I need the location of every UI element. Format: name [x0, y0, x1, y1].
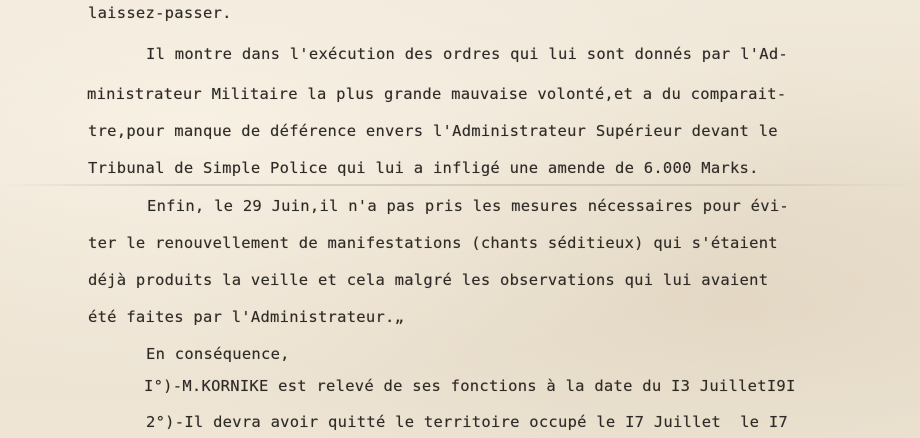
document-line-6: Enfin, le 29 Juin,il n'a pas pris les mesures nécessaires pour évi- — [147, 197, 789, 215]
document-line-10: En conséquence, — [146, 345, 290, 363]
document-line-12: 2°)-Il devra avoir quitté le territoire occupé le I7 Juillet le I7 — [146, 413, 788, 431]
document-line-4: tre,pour manque de déférence envers l'Administrateur Supérieur devant le — [88, 122, 778, 140]
document-line-11: I°)-M.KORNIKE est relevé de ses fonctions à la date du I3 JuilletI9I — [144, 377, 796, 395]
paper-fold-crease — [0, 184, 920, 186]
document-line-7: ter le renouvellement de manifestations (chants séditieux) qui s'étaient — [88, 234, 778, 252]
document-line-1: laissez-passer. — [88, 4, 232, 22]
document-line-8: déjà produits la veille et cela malgré les observations qui lui avaient — [88, 271, 769, 289]
document-line-2: Il montre dans l'exécution des ordres qui lui sont donnés par l'Ad- — [146, 45, 788, 63]
document-line-5: Tribunal de Simple Police qui lui a infligé une amende de 6.000 Marks. — [88, 159, 759, 177]
document-line-9: été faites par l'Administrateur.„ — [88, 308, 405, 326]
document-line-3: ministrateur Militaire la plus grande mauvaise volonté,et a du comparait- — [87, 85, 787, 103]
